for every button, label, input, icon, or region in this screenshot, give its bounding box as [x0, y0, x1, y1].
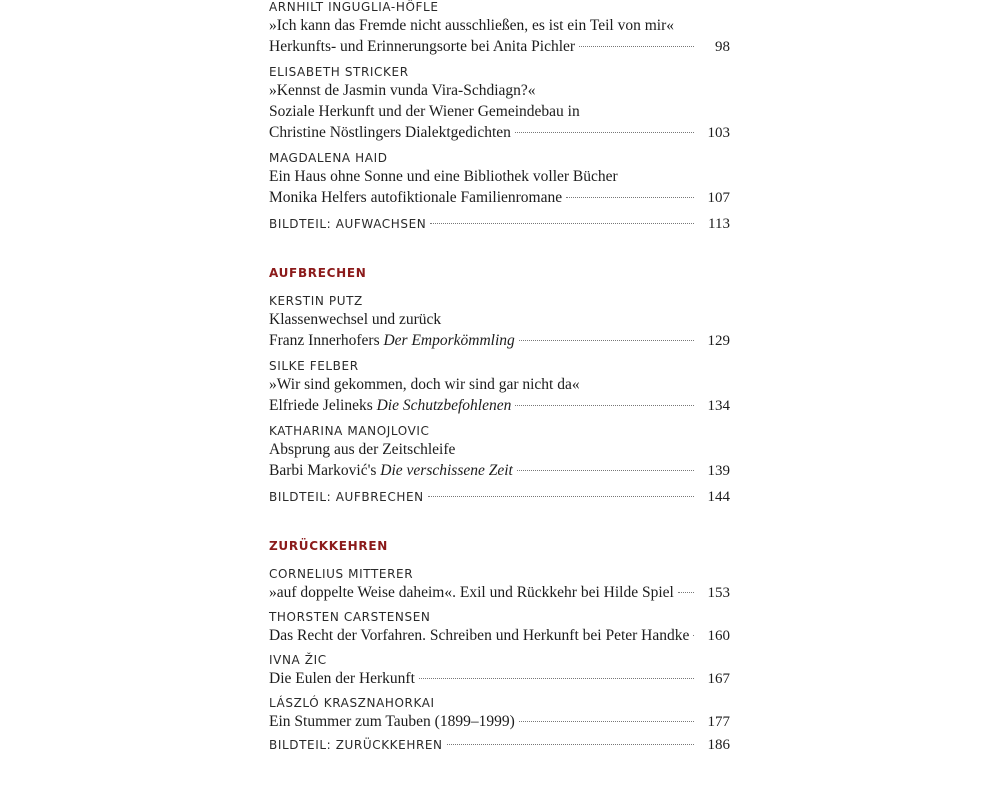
entry-subtitle-row [269, 122, 730, 143]
leader-dots [519, 720, 694, 722]
picture-section-entry [269, 488, 730, 506]
entry-title: Das Recht der Vorfahren. Schreiben und Herkunft bei Peter Handke [269, 627, 690, 644]
work-title: Die Schutzbefohlenen [376, 397, 512, 414]
entry-title: Die Eulen der Herkunft [269, 670, 415, 687]
page-number: 139 [707, 463, 730, 479]
picture-section-label: BILDTEIL: AUFWACHSEN [269, 217, 427, 231]
leader-dots [517, 469, 694, 471]
entry-subtitle-row [269, 36, 730, 57]
page-number: 177 [707, 714, 730, 730]
leader-dots [430, 222, 694, 224]
entry-subtitle: Herkunfts- und Erinnerungsorte bei Anita Pichler [269, 38, 576, 55]
toc-entry [269, 695, 730, 732]
entry-author: KATHARINA MANOJLOVIC [269, 424, 430, 438]
entry-author: MAGDALENA HAID [269, 151, 388, 165]
page-number: 186 [707, 737, 730, 753]
entry-subtitle: Monika Helfers autofiktionale Familienromane [269, 189, 563, 206]
subtitle-author: Elfriede Jelineks [269, 397, 377, 414]
entry-author: CORNELIUS MITTERER [269, 567, 414, 581]
page-number: 160 [707, 628, 730, 644]
leader-dots [693, 634, 694, 636]
leader-dots [419, 677, 694, 679]
page-number: 134 [707, 398, 730, 414]
toc-entry [269, 358, 730, 416]
entry-title: Ein Stummer zum Tauben (1899–1999) [269, 713, 515, 730]
leader-dots [515, 404, 694, 406]
entry-author: SILKE FELBER [269, 359, 359, 373]
entry-title-row [269, 582, 730, 603]
toc-entry [269, 566, 730, 603]
leader-dots [519, 339, 694, 341]
leader-dots [447, 743, 694, 745]
entry-title-line: »Kennst de Jasmin vunda Vira-Schdiagn?« [269, 82, 536, 99]
picture-section-entry [269, 215, 730, 233]
picture-section-label: BILDTEIL: AUFBRECHEN [269, 490, 424, 504]
entry-title-line: Absprung aus der Zeitschleife [269, 441, 456, 458]
entry-author: ELISABETH STRICKER [269, 65, 409, 79]
entry-author: ARNHILT INGUGLIA-HÖFLE [269, 0, 439, 14]
entry-subtitle-row [269, 330, 730, 351]
entry-subtitle [269, 395, 511, 416]
entry-title: »auf doppelte Weise daheim«. Exil und Rückkehr bei Hilde Spiel [269, 584, 674, 601]
leader-dots [428, 495, 694, 497]
entry-author: THORSTEN CARSTENSEN [269, 610, 431, 624]
page-number: 113 [708, 216, 730, 232]
subtitle-author: Franz Innerhofers [269, 332, 384, 349]
entry-title-line: Klassenwechsel und zurück [269, 311, 442, 328]
page-number: 107 [707, 190, 730, 206]
page-number: 144 [707, 489, 730, 505]
toc-entry [269, 609, 730, 646]
toc-entry [269, 293, 730, 351]
entry-subtitle [269, 330, 515, 351]
leader-dots [678, 591, 694, 593]
page-number: 167 [707, 671, 730, 687]
entry-title-row [269, 668, 730, 689]
entry-author: LÁSZLÓ KRASZNAHORKAI [269, 696, 435, 710]
section-heading: AUFBRECHEN [269, 266, 367, 280]
entry-title-line: Ein Haus ohne Sonne und eine Bibliothek voller Bücher [269, 168, 618, 185]
entry-author: KERSTIN PUTZ [269, 294, 363, 308]
leader-dots [515, 131, 694, 133]
page-number: 129 [707, 333, 730, 349]
page-number: 103 [707, 125, 730, 141]
entry-title-line: Soziale Herkunft und der Wiener Gemeindebau in [269, 103, 580, 120]
entry-title-line: »Wir sind gekommen, doch wir sind gar nicht da« [269, 376, 580, 393]
entry-subtitle [269, 460, 513, 481]
entry-subtitle-row [269, 460, 730, 481]
section-heading: ZURÜCKKEHREN [269, 539, 388, 553]
toc-entry [269, 150, 730, 208]
toc-entry [269, 423, 730, 481]
subtitle-author: Barbi Marković's [269, 462, 381, 479]
toc-entry [269, 64, 730, 143]
page-number: 98 [715, 39, 730, 55]
entry-subtitle: Christine Nöstlingers Dialektgedichten [269, 124, 511, 141]
entry-subtitle-row [269, 395, 730, 416]
entry-subtitle-row [269, 187, 730, 208]
page-number: 153 [707, 585, 730, 601]
toc-entry [269, 0, 730, 57]
picture-section-entry [269, 736, 730, 754]
entry-title-row [269, 625, 730, 646]
toc-entry [269, 652, 730, 689]
entry-author: IVNA ŽIC [269, 653, 327, 667]
entry-title-row [269, 711, 730, 732]
leader-dots [566, 196, 694, 198]
work-title: Der Emporkömmling [383, 332, 515, 349]
table-of-contents [269, 0, 730, 754]
work-title: Die verschissene Zeit [380, 462, 513, 479]
leader-dots [579, 45, 694, 47]
picture-section-label: BILDTEIL: ZURÜCKKEHREN [269, 738, 443, 752]
entry-title-line: »Ich kann das Fremde nicht ausschließen, es ist ein Teil von mir« [269, 17, 674, 34]
